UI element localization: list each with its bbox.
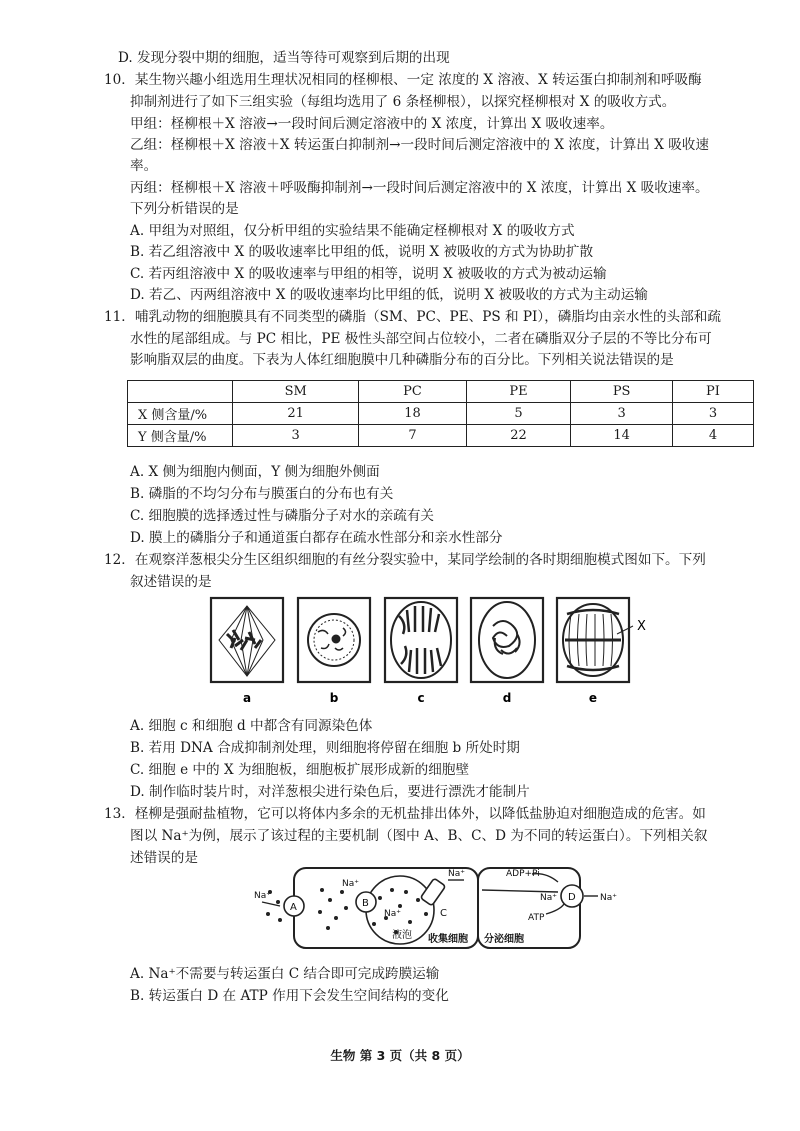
q10-option-a: A. 甲组为对照组，仅分析甲组的实验结果不能确定柽柳根对 X 的吸收方式	[130, 223, 575, 239]
phospholipid-table	[127, 380, 754, 447]
q13-option-b: B. 转运蛋白 D 在 ATP 作用下会发生空间结构的变化	[130, 988, 449, 1004]
cell-d-frame	[471, 598, 543, 682]
table-header-cell: PI	[672, 381, 753, 403]
q10-stem-line1: 10．某生物兴趣小组选用生理状况相同的柽柳根、一定 浓度的 X 溶液、X 转运蛋白抑制剂和呼吸酶	[104, 72, 702, 88]
transporter-c	[420, 878, 445, 906]
na-label-vacuole: Na⁺	[384, 909, 401, 919]
table-cell: 18	[359, 403, 466, 425]
vacuole-label: 液泡	[392, 930, 412, 941]
table-header-cell: PE	[466, 381, 571, 403]
transporter-a-label: A	[290, 902, 297, 913]
table-cell: 3	[571, 403, 673, 425]
table-header-row	[128, 381, 754, 403]
q10-group-yi-cont: 率。	[130, 158, 158, 174]
atp-arrow	[546, 904, 564, 914]
q11-stem-line2: 水性的尾部组成。与 PC 相比，PE 极性头部空间占位较小，二者在磷脂双分子层的不等比分布可	[130, 331, 712, 347]
q12-option-b: B. 若用 DNA 合成抑制剂处理，则细胞将停留在细胞 b 所处时期	[130, 740, 520, 756]
q10-stem-line2: 抑制剂进行了如下三组实验（每组均选用了 6 条柽柳根），以探究柽柳根对 X 的吸收方式。	[130, 94, 676, 110]
page-footer: 生物 第 3 页（共 8 页）	[330, 1048, 470, 1063]
q10-option-b: B. 若乙组溶液中 X 的吸收速率比甲组的低，说明 X 被吸收的方式为协助扩散	[130, 244, 594, 260]
cell-a-drawing	[219, 606, 275, 676]
table-cell: 4	[672, 425, 753, 447]
transporter-c-label: C	[440, 908, 447, 919]
q13-stem-line1: 13．柽柳是强耐盐植物，它可以将体内多余的无机盐排出体外，以降低盐胁迫对细胞造成的危害。如	[104, 806, 706, 822]
q10-group-jia: 甲组：柽柳根＋X 溶液→一段时间后测定溶液中的 X 浓度，计算出 X 吸收速率。	[130, 116, 614, 132]
q13-stem-line2: 图以 Na⁺为例，展示了该过程的主要机制（图中 A、B、C、D 为不同的转运蛋白）。下列相关叙	[130, 828, 708, 844]
q13-option-a: A. Na⁺不需要与转运蛋白 C 结合即可完成跨膜运输	[130, 966, 440, 982]
q11-option-a: A. X 侧为细胞内侧面，Y 侧为细胞外侧面	[130, 464, 380, 480]
q11-option-b: B. 磷脂的不均匀分布与膜蛋白的分布也有关	[130, 486, 394, 502]
cell-b-drawing	[308, 614, 360, 666]
adp-label: ADP+Pi	[506, 869, 540, 879]
table-row	[128, 425, 754, 447]
q13-stem-line3: 述错误的是	[130, 850, 198, 866]
cell-b-label: b	[329, 691, 339, 705]
q11-option-c: C. 细胞膜的选择透过性与磷脂分子对水的亲疏有关	[130, 508, 435, 524]
cell-a-label: a	[242, 691, 252, 705]
cell-d-label: d	[502, 691, 512, 705]
table-cell: 5	[466, 403, 571, 425]
q12-option-a: A. 细胞 c 和细胞 d 中都含有同源染色体	[130, 718, 373, 734]
table-cell: 14	[571, 425, 673, 447]
mitosis-figure	[205, 594, 655, 709]
table-header-cell: PC	[359, 381, 466, 403]
cell-c-frame	[385, 598, 457, 682]
table-cell: 7	[359, 425, 466, 447]
secretory-cell-label: 分泌细胞	[484, 934, 524, 945]
q12-option-d: D. 制作临时装片时，对洋葱根尖进行染色后，要进行漂洗才能制片	[130, 784, 530, 800]
cell-plate-label: X	[637, 619, 646, 634]
q12-stem-line1: 12．在观察洋葱根尖分生区组织细胞的有丝分裂实验中，某同学绘制的各时期细胞模式图如下。下列	[104, 552, 706, 568]
cell-e-label: e	[588, 691, 598, 705]
atp-label: ATP	[528, 913, 545, 923]
q11-stem-line3: 影响脂双层的曲度。下表为人体红细胞膜中几种磷脂分布的百分比。下列相关说法错误的是	[130, 352, 674, 368]
q10-group-bing: 丙组：柽柳根＋X 溶液＋呼吸酶抑制剂→一段时间后测定溶液中的 X 浓度，计算出 X 吸收速率。	[130, 180, 709, 196]
na-label-d: Na⁺	[540, 893, 557, 903]
table-cell: 21	[233, 403, 359, 425]
table-row-label: Y 侧含量/%	[128, 425, 233, 447]
table-cell: 3	[233, 425, 359, 447]
table-row-label: X 侧含量/%	[128, 403, 233, 425]
transporter-b-label: B	[362, 898, 369, 909]
q9-option-d: D. 发现分裂中期的细胞，适当等待可观察到后期的出现	[118, 50, 450, 66]
cell-d-drawing	[479, 602, 535, 678]
na-to-d-arrow	[482, 890, 558, 892]
table-row	[128, 403, 754, 425]
q11-option-d: D. 膜上的磷脂分子和通道蛋白都存在疏水性部分和亲水性部分	[130, 530, 503, 546]
collecting-cell-label: 收集细胞	[428, 934, 468, 945]
q10-question: 下列分析错误的是	[130, 201, 239, 217]
cell-c-label: c	[417, 691, 425, 705]
table-cell: 3	[672, 403, 753, 425]
q12-option-c: C. 细胞 e 中的 X 为细胞板，细胞板扩展形成新的细胞壁	[130, 762, 470, 778]
q11-stem-line1: 11．哺乳动物的细胞膜具有不同类型的磷脂（SM、PC、PE、PS 和 PI），磷脂均由亲水性的头部和疏	[104, 309, 721, 325]
table-header-cell: SM	[233, 381, 359, 403]
cell-e-drawing	[563, 604, 633, 676]
q10-group-yi: 乙组：柽柳根＋X 溶液＋X 转运蛋白抑制剂→一段时间后测定溶液中的 X 浓度，计算出 X 吸收速	[130, 137, 709, 153]
cell-c-drawing	[391, 602, 451, 678]
q10-option-c: C. 若丙组溶液中 X 的吸收速率与甲组的相等，说明 X 被吸收的方式为被动运输	[130, 266, 607, 282]
q10-option-d: D. 若乙、丙两组溶液中 X 的吸收速率均比甲组的低，说明 X 被吸收的方式为主动运输	[130, 287, 648, 303]
table-header-cell	[128, 381, 233, 403]
transporter-d-label: D	[568, 892, 576, 903]
na-label-cytoplasm: Na⁺	[342, 879, 359, 889]
table-cell: 22	[466, 425, 571, 447]
salt-secretion-figure	[250, 862, 650, 954]
na-label-outside: Na⁺	[254, 891, 271, 901]
na-label-c: Na⁺	[448, 869, 465, 879]
q12-stem-line2: 叙述错误的是	[130, 574, 212, 590]
table-header-cell: PS	[571, 381, 673, 403]
na-label-exit: Na⁺	[600, 893, 617, 903]
